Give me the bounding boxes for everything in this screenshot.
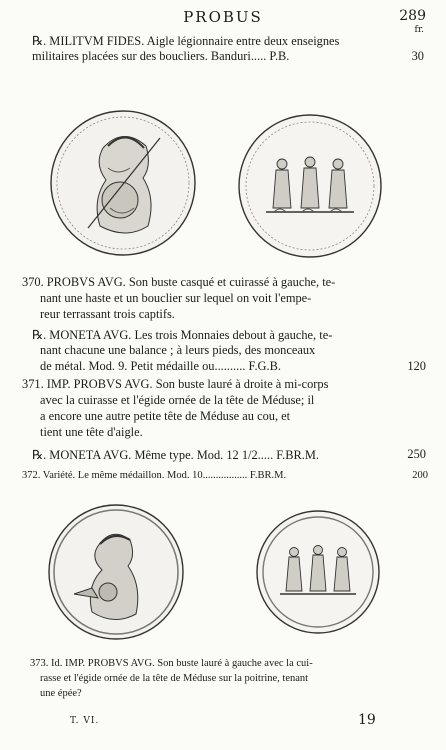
entry-line: militaires placées sur des boucliers. Banduri..... P.B. bbox=[32, 49, 290, 63]
entry-line: rasse et l'égide ornée de la tête de Méduse sur la poitrine, tenant bbox=[40, 673, 309, 684]
entry-value: 250 bbox=[407, 447, 426, 461]
footer-page: 19 bbox=[358, 712, 376, 728]
entry-line: nant chacune une balance ; à leurs pieds, des monceaux bbox=[40, 343, 316, 357]
coin-obverse-helmeted-bust bbox=[48, 108, 198, 258]
footer-signature: T. VI. bbox=[70, 716, 100, 726]
entry-line: a encore une autre petite tête de Méduse au cou, et bbox=[40, 409, 291, 423]
entry-line: de métal. Mod. 9. Petit médaille ou.......... F.G.B. bbox=[40, 359, 281, 373]
entry-line: reur terrassant trois captifs. bbox=[40, 307, 175, 321]
entry-line: nant une haste et un bouclier sur lequel on voit l'empe- bbox=[40, 291, 312, 305]
entry-line: avec la cuirasse et l'égide ornée de la tête de Méduse; il bbox=[40, 393, 315, 407]
entry-line: 373. Id. IMP. PROBVS AVG. Son buste lauré à gauche avec la cui- bbox=[30, 658, 313, 669]
entry-value: 30 bbox=[411, 49, 424, 63]
entry-line: ℞. MILITVM FIDES. Aigle légionnaire entre deux enseignes bbox=[32, 34, 340, 48]
entry-line: une épée? bbox=[40, 688, 82, 699]
entry-line: 371. IMP. PROBVS AVG. Son buste lauré à droite à mi-corps bbox=[22, 377, 329, 391]
page-number: 289 bbox=[399, 8, 426, 24]
coin-obverse-laureate-bust bbox=[46, 502, 186, 642]
entry-value: 120 bbox=[407, 359, 426, 373]
coin-reverse-three-monetae-2 bbox=[254, 508, 382, 636]
page-title: PROBUS bbox=[183, 8, 263, 26]
entry-line: ℞. MONETA AVG. Même type. Mod. 12 1/2..... F.BR.M. bbox=[32, 448, 320, 462]
entry-line: 372. Variété. Le même médaillon. Mod. 10................. F.BR.M. bbox=[22, 470, 287, 481]
entry-line: 370. PROBVS AVG. Son buste casqué et cuirassé à gauche, te- bbox=[22, 275, 336, 289]
coin-reverse-three-monetae bbox=[236, 112, 384, 260]
entry-value: 200 bbox=[412, 470, 428, 481]
currency-unit: fr. bbox=[414, 25, 424, 35]
entry-line: tient une tête d'aigle. bbox=[40, 425, 143, 439]
entry-line: ℞. MONETA AVG. Les trois Monnaies debout à gauche, te- bbox=[32, 328, 333, 342]
